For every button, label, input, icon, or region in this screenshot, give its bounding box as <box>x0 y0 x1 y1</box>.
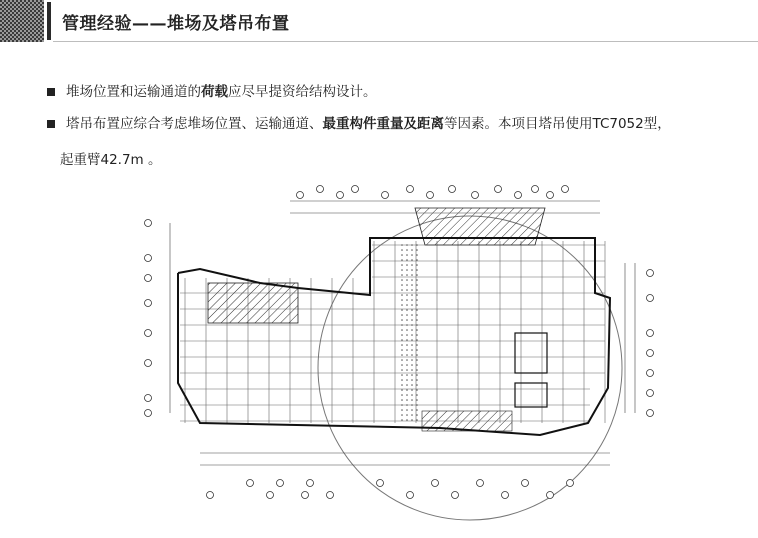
bullet-item <box>46 82 746 102</box>
page-title: 管理经验——堆场及塔吊布置 <box>62 14 290 34</box>
header-pattern-icon <box>0 0 44 42</box>
building-outline <box>178 238 610 435</box>
crane-radius-circle <box>318 216 622 520</box>
bullet-bold-text: 最重构件重量及距离 <box>322 116 444 132</box>
slide-header <box>0 0 758 44</box>
bullet-continuation: 起重臂42.7m 。 <box>60 152 162 168</box>
floor-plan-drawing <box>140 183 670 528</box>
header-divider <box>53 41 758 42</box>
bullet-bold-text: 荷载 <box>201 84 228 100</box>
bullet-item <box>46 114 746 170</box>
bullet-list <box>46 82 746 182</box>
bullet-text: 应尽早提资给结构设计。 <box>228 84 377 100</box>
bullet-square-icon <box>47 88 55 96</box>
header-accent-bar <box>47 2 51 40</box>
hatched-storage-areas <box>208 208 545 431</box>
bullet-text: 等因素。本项目塔吊使用TC7052型， <box>444 116 671 132</box>
bullet-text: 堆场位置和运输通道的 <box>66 84 201 100</box>
building-grid <box>180 241 605 423</box>
bullet-text: 塔吊布置应综合考虑堆场位置、运输通道、 <box>66 116 323 132</box>
bullet-square-icon <box>47 120 55 128</box>
